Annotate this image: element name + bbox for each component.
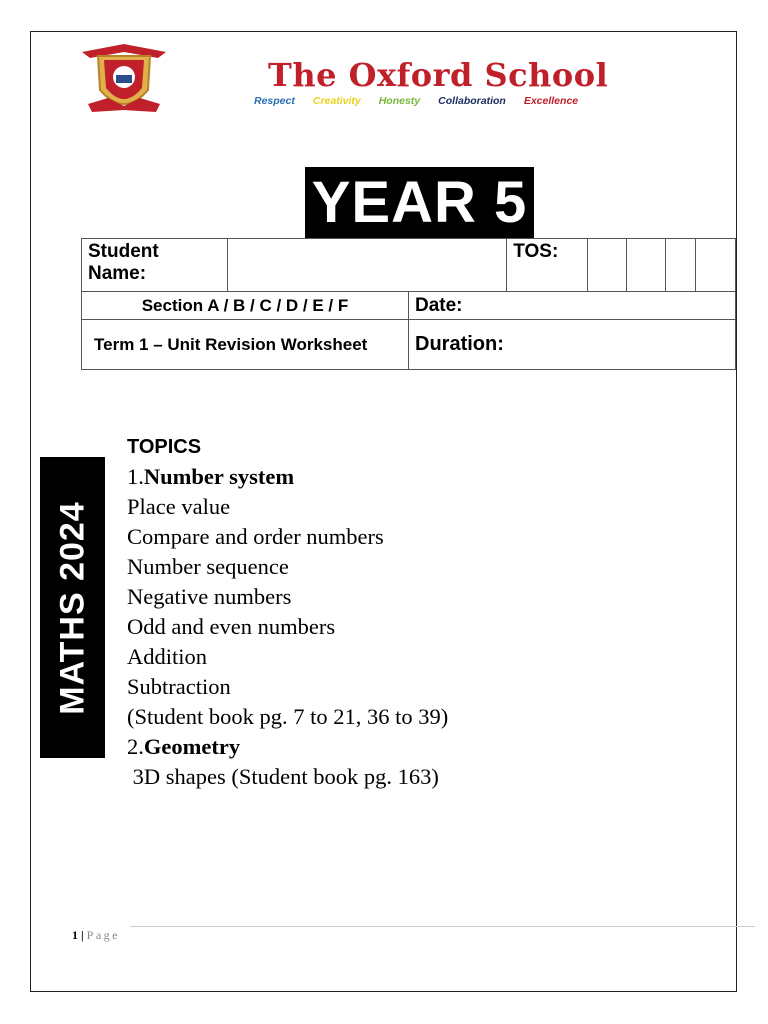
subject-year-banner	[40, 457, 105, 758]
section-date-row	[81, 291, 736, 320]
student-info-table	[81, 238, 736, 292]
year-title: YEAR 5	[305, 167, 534, 239]
topic-item: Addition	[127, 644, 208, 669]
page-word: Page	[86, 928, 120, 942]
tos-box-2[interactable]	[627, 239, 666, 292]
page-number: 1	[72, 928, 78, 942]
date-label: Date:	[409, 292, 736, 320]
tos-label: TOS:	[507, 239, 588, 292]
value-collaboration: Collaboration	[438, 95, 506, 107]
topic-item: Number sequence	[127, 554, 289, 579]
value-honesty: Honesty	[378, 95, 421, 107]
topic-item: Odd and even numbers	[127, 614, 336, 639]
section-label: Section A / B / C / D / E / F	[82, 292, 409, 320]
subject-year-label: MATHS 2024	[53, 500, 91, 715]
value-respect: Respect	[254, 95, 295, 107]
student-name-field[interactable]	[227, 239, 506, 292]
topic-item: Compare and order numbers	[127, 524, 384, 549]
topic-item: 3D shapes (Student book pg. 163)	[127, 764, 439, 789]
section-heading-2: 2.Geometry	[127, 734, 241, 759]
topic-item: Subtraction	[127, 674, 231, 699]
tos-box-1[interactable]	[588, 239, 627, 292]
page-footer	[72, 928, 120, 943]
worksheet-label: Term 1 – Unit Revision Worksheet	[82, 320, 409, 370]
topic-item: (Student book pg. 7 to 21, 36 to 39)	[127, 704, 449, 729]
tos-box-4[interactable]	[696, 239, 736, 292]
duration-label: Duration:	[409, 320, 736, 370]
school-values	[254, 95, 596, 107]
topics-heading: TOPICS	[127, 436, 202, 458]
value-creativity: Creativity	[312, 95, 361, 107]
student-name-label: Student Name:	[82, 239, 228, 292]
footer-divider	[130, 926, 755, 927]
worksheet-duration-row	[81, 319, 736, 370]
school-name: The Oxford School	[268, 56, 609, 94]
value-excellence: Excellence	[523, 95, 579, 107]
section-heading-1: 1.Number system	[127, 464, 295, 489]
school-crest-icon	[78, 42, 170, 120]
topics-list	[127, 432, 448, 792]
topic-item: Negative numbers	[127, 584, 292, 609]
topic-item: Place value	[127, 494, 231, 519]
tos-box-3[interactable]	[666, 239, 696, 292]
footer-separator: |	[78, 928, 87, 942]
